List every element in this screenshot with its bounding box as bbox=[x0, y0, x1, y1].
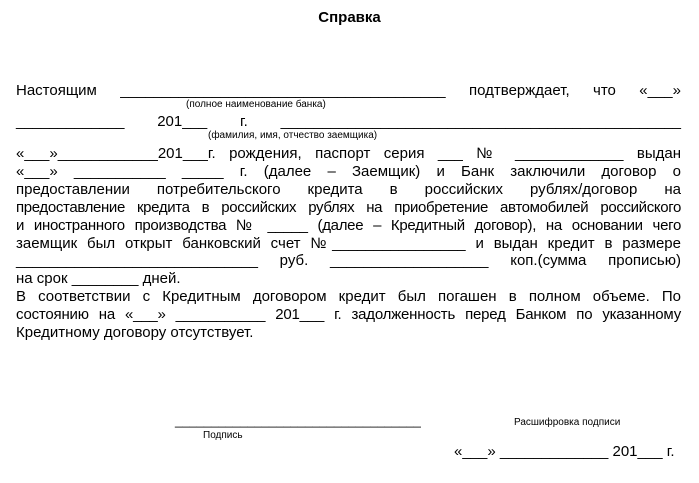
text-line-10: на срок ________ дней. bbox=[16, 270, 181, 287]
text-line-4 bbox=[16, 163, 681, 180]
text-line-7-content: и иностранного производства № _____ (далее – Кредитный договор), на основании чего bbox=[16, 217, 681, 234]
hint-borrower-name: (фамилия, имя, отчество заемщика) bbox=[208, 130, 378, 141]
signature-label: Подпись bbox=[203, 430, 243, 441]
text-line-6-content: предоставление кредита в российских рублях на приобретение автомобилей российского bbox=[16, 199, 681, 216]
text-line-13: Кредитному договору отсутствует. bbox=[16, 324, 254, 341]
text-line-9-content: _____________________________ руб. ___________________ коп.(сумма прописью) bbox=[16, 252, 681, 269]
text-line-1-content: Настоящим _______________________________________ подтверждает, что «___» bbox=[16, 82, 681, 99]
text-line-1 bbox=[16, 82, 681, 99]
text-line-5 bbox=[16, 181, 681, 198]
text-line-2-content: _____________ 201___ г. ________________________________________________ bbox=[16, 113, 681, 130]
text-line-9 bbox=[16, 252, 681, 269]
text-line-12 bbox=[16, 306, 681, 323]
signature-line: __________________________________ bbox=[175, 413, 421, 428]
signature-decoding-label: Расшифровка подписи bbox=[514, 417, 621, 428]
text-line-8 bbox=[16, 235, 681, 252]
hint-bank-name: (полное наименование банка) bbox=[186, 99, 326, 110]
text-line-11 bbox=[16, 288, 681, 305]
text-line-3 bbox=[16, 145, 681, 162]
text-line-12-content: состоянию на «___» ___________ 201___ г. задолженность перед Банком по указанному bbox=[16, 306, 681, 323]
text-line-4-content: «___» ___________ _____ г. (далее – Заемщик) и Банк заключили договор о bbox=[16, 163, 681, 180]
text-line-11-content: В соответствии с Кредитным договором кредит был погашен в полном объеме. По bbox=[16, 288, 681, 305]
text-line-7 bbox=[16, 217, 681, 234]
text-line-2 bbox=[16, 113, 681, 130]
text-line-5-content: предоставлении потребительского кредита в российских рублях/договор на bbox=[16, 181, 681, 198]
document-title: Справка bbox=[318, 9, 381, 26]
text-line-6 bbox=[16, 199, 681, 216]
text-line-3-content: «___»____________201___г. рождения, паспорт серия ___ № _____________ выдан bbox=[16, 145, 681, 162]
text-line-8-content: заемщик был открыт банковский счет №________________ и выдан кредит в размере bbox=[16, 235, 681, 252]
signature-date: «___» _____________ 201___ г. bbox=[454, 443, 675, 460]
